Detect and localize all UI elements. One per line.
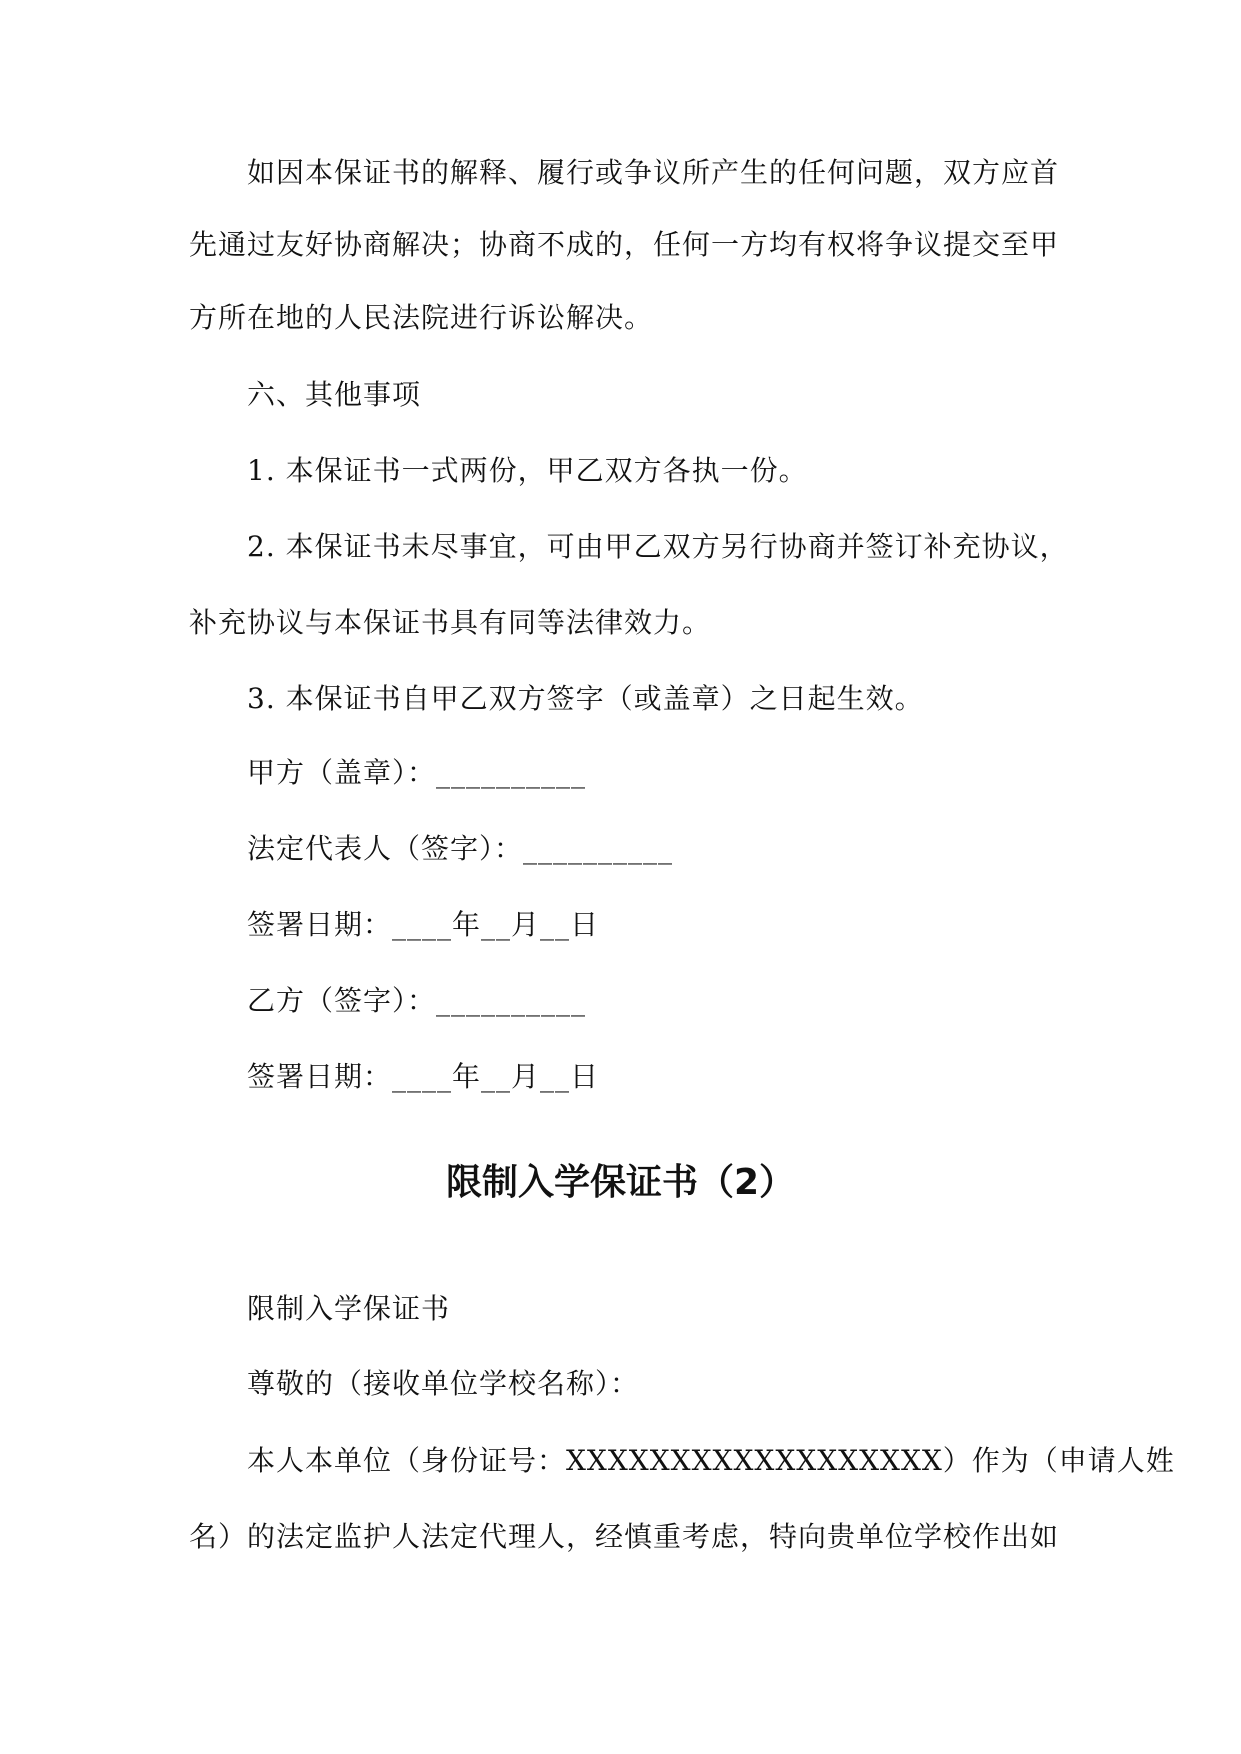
clause-item-2-line-1: 2. 本保证书未尽事宜，可由甲乙双方另行协商并签订补充协议， <box>247 530 1069 563</box>
document-two-body-line-1: 本人本单位（身份证号：XXXXXXXXXXXXXXXXXX）作为（申请人姓 <box>247 1444 1175 1477</box>
document-two-salutation: 尊敬的（接收单位学校名称）： <box>247 1367 640 1400</box>
section-six-heading: 六、其他事项 <box>247 378 422 411</box>
dispute-paragraph-line-1: 如因本保证书的解释、履行或争议所产生的任何问题，双方应首 <box>247 156 1060 189</box>
party-a-seal-line: 甲方（盖章）：__________ <box>247 756 587 789</box>
clause-item-2-line-2: 补充协议与本保证书具有同等法律效力。 <box>189 606 712 639</box>
document-two-body-line-2: 名）的法定监护人法定代理人，经慎重考虑，特向贵单位学校作出如 <box>189 1520 1060 1553</box>
dispute-paragraph-line-2: 先通过友好协商解决；协商不成的，任何一方均有权将争议提交至甲 <box>189 228 1060 261</box>
party-b-date-line: 签署日期：____年__月__日 <box>247 1060 600 1093</box>
party-b-sign-line: 乙方（签字）：__________ <box>247 984 587 1017</box>
legal-rep-sign-line: 法定代表人（签字）：__________ <box>247 832 674 865</box>
clause-item-1: 1. 本保证书一式两份，甲乙双方各执一份。 <box>247 454 808 487</box>
party-a-date-line: 签署日期：____年__月__日 <box>247 908 600 941</box>
document-two-subtitle: 限制入学保证书 <box>247 1292 451 1325</box>
document-two-title: 限制入学保证书（2） <box>445 1162 796 1203</box>
clause-item-3: 3. 本保证书自甲乙双方签字（或盖章）之日起生效。 <box>247 682 924 715</box>
dispute-paragraph-line-3: 方所在地的人民法院进行诉讼解决。 <box>189 301 654 334</box>
